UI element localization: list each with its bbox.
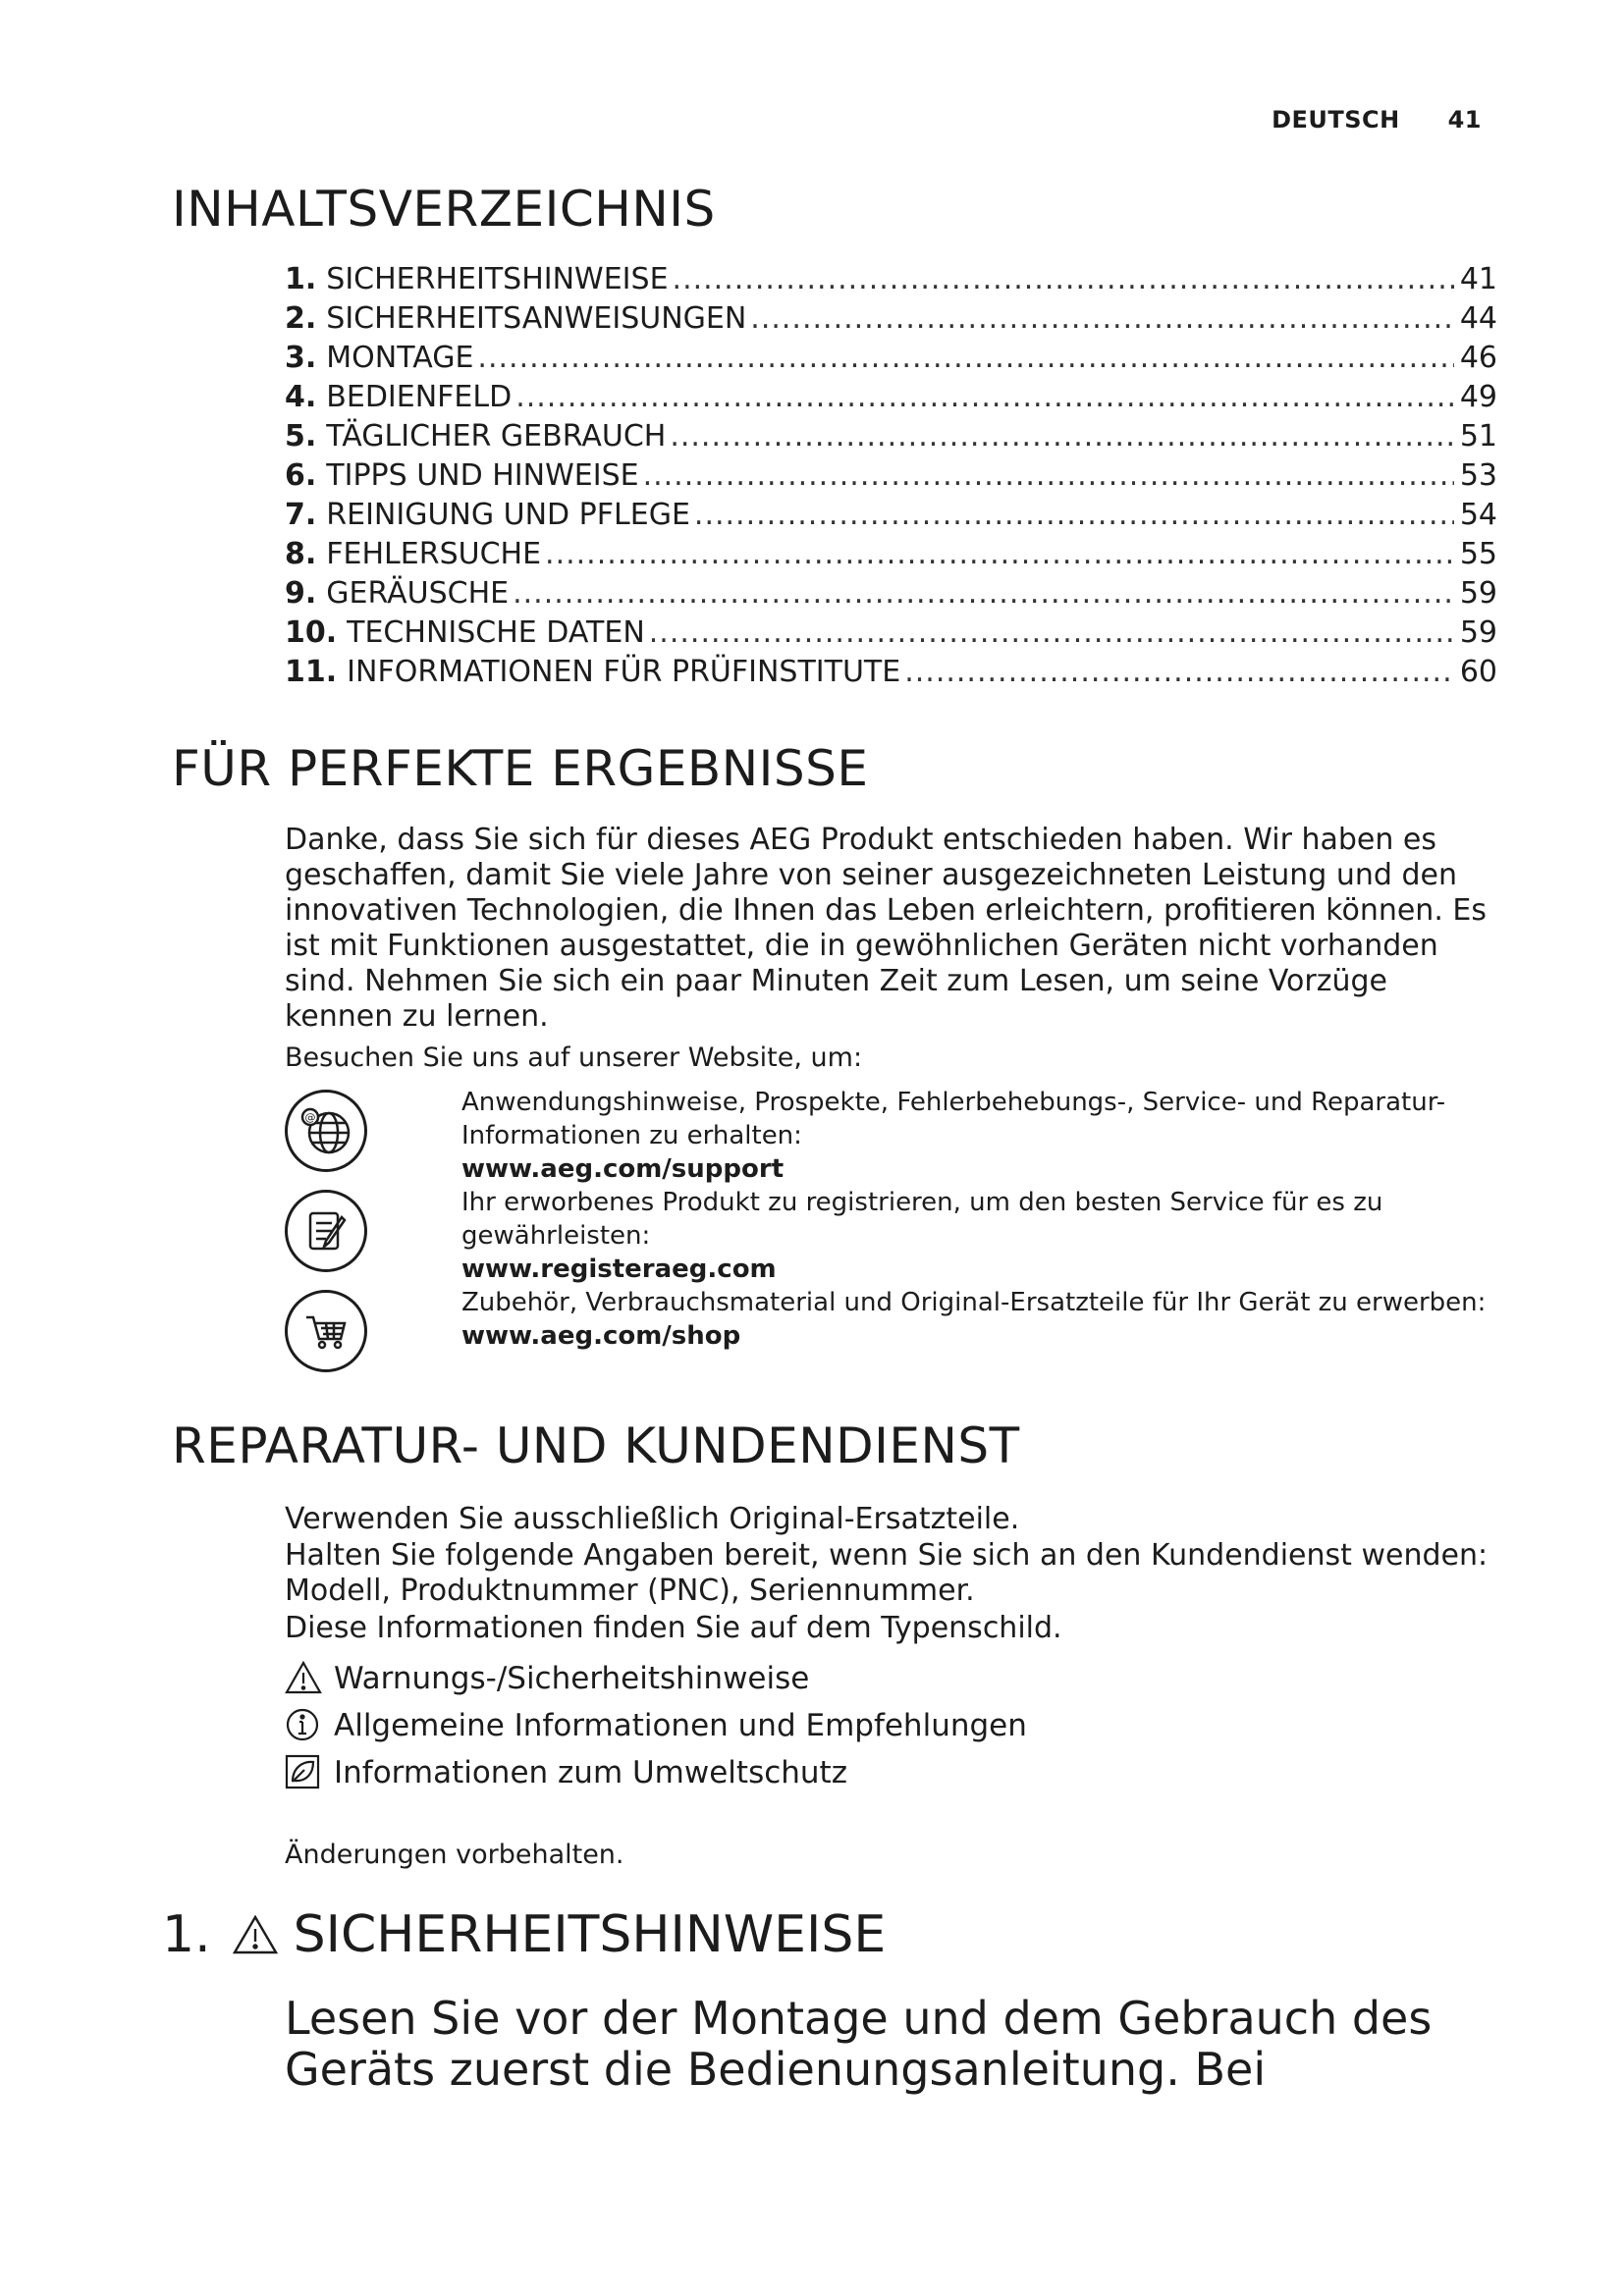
warning-icon — [233, 1914, 278, 1955]
legend-environment-label: Informationen zum Umweltschutz — [334, 1755, 847, 1790]
link-description: Zubehör, Verbrauchsmaterial und Original-Ersatzteile für Ihr Gerät zu erwerben: — [461, 1288, 1487, 1317]
toc-item-label: GERÄUSCHE — [326, 576, 510, 611]
toc-item-page: 60 — [1459, 655, 1497, 689]
toc-item-number: 11. — [285, 655, 338, 689]
register-link[interactable]: www.registeraeg.com — [461, 1255, 777, 1284]
safety-lead: Lesen Sie vor der Montage und dem Gebrauch des Geräts zuerst die Bedienungsanleitung. Bei — [285, 1992, 1433, 2096]
toc-item-number: 4. — [285, 380, 317, 414]
register-icon — [285, 1190, 367, 1272]
toc-item-number: 8. — [285, 537, 317, 571]
toc-item[interactable] — [285, 378, 1497, 417]
info-icon — [285, 1707, 322, 1744]
toc-item-page: 59 — [1459, 576, 1497, 611]
toc-item-number: 7. — [285, 498, 317, 532]
toc-item-page: 51 — [1459, 419, 1497, 454]
toc-item-page: 53 — [1459, 458, 1497, 493]
link-description: Anwendungshinweise, Prospekte, Fehlerbehebungs-, Service- und Reparatur-Informationen zu erhalten: — [461, 1088, 1446, 1150]
globe-icon — [285, 1090, 367, 1172]
toc-item-number: 3. — [285, 341, 317, 375]
toc-leader — [513, 574, 1454, 614]
toc-item[interactable] — [285, 260, 1497, 299]
toc-leader — [477, 339, 1454, 378]
results-intro: Danke, dass Sie sich für dieses AEG Produkt entschieden haben. Wir haben es geschaffen, damit Sie viele Jahre von seiner ausgezeichneten Leistung und den innovativen Technologien, die Ihnen das Leben erleichtern, profitieren können. Es ist mit Funktionen ausgestattet, die in gewöhnlichen Geräten nicht vorhanden sind. Nehmen Sie sich ein paar Minuten Zeit zum Lesen, um seine Vorzüge kennen zu lernen. — [285, 823, 1487, 1034]
toc-item-label: TÄGLICHER GEBRAUCH — [326, 419, 667, 454]
toc-item-label: SICHERHEITSHINWEISE — [326, 262, 669, 296]
toc-title: INHALTSVERZEICHNIS — [172, 181, 716, 238]
toc-item-number: 5. — [285, 419, 317, 454]
toc-leader — [750, 299, 1454, 339]
toc-leader — [904, 653, 1454, 692]
link-description: Ihr erworbenes Produkt zu registrieren, um den besten Service für es zu gewährleisten: — [461, 1188, 1383, 1251]
toc-item-label: BEDIENFELD — [326, 380, 513, 414]
support-link[interactable]: www.aeg.com/support — [461, 1154, 785, 1184]
link-shop-text — [461, 1286, 1492, 1353]
service-line-2: Halten Sie folgende Angaben bereit, wenn Sie sich an den Kundendienst wenden: Modell, Produktnummer (PNC), Seriennummer. — [285, 1538, 1489, 1608]
service-line-1: Verwenden Sie ausschließlich Original-Ersatzteile. — [285, 1502, 1020, 1536]
link-support-text — [461, 1086, 1492, 1186]
page-number: 41 — [1447, 106, 1482, 133]
svg-text:@: @ — [304, 1111, 316, 1124]
legend-warning-label: Warnungs-/Sicherheitshinweise — [334, 1661, 810, 1696]
service-title: REPARATUR- UND KUNDENDIENST — [172, 1417, 1020, 1474]
results-title: FÜR PERFEKTE ERGEBNISSE — [172, 740, 869, 797]
toc-leader — [673, 260, 1454, 299]
toc-item-number: 2. — [285, 301, 317, 336]
toc-item-label: TECHNISCHE DATEN — [347, 615, 645, 650]
link-register-text — [461, 1186, 1492, 1286]
toc-item-number: 1. — [285, 262, 317, 296]
toc-item-page: 46 — [1459, 341, 1497, 375]
toc-item-label: INFORMATIONEN FÜR PRÜFINSTITUTE — [347, 655, 901, 689]
change-note: Änderungen vorbehalten. — [285, 1840, 624, 1870]
toc-item[interactable] — [285, 496, 1497, 535]
toc-item-label: FEHLERSUCHE — [326, 537, 542, 571]
legend-warning — [285, 1659, 809, 1698]
toc-item-label: REINIGUNG UND PFLEGE — [326, 498, 690, 532]
toc-item[interactable] — [285, 574, 1497, 614]
table-of-contents — [285, 260, 1497, 692]
toc-item[interactable] — [285, 614, 1497, 653]
toc-item-page: 55 — [1459, 537, 1497, 571]
cart-icon — [285, 1290, 367, 1372]
page-header — [1272, 106, 1482, 133]
toc-item[interactable] — [285, 299, 1497, 339]
toc-item-label: MONTAGE — [326, 341, 474, 375]
leaf-icon — [285, 1754, 322, 1791]
shop-link[interactable]: www.aeg.com/shop — [461, 1321, 741, 1351]
toc-leader — [643, 456, 1454, 496]
legend-info — [285, 1706, 1027, 1745]
safety-section-number: 1. — [162, 1905, 211, 1964]
toc-leader — [545, 535, 1454, 574]
legend-environment — [285, 1753, 847, 1792]
toc-item-number: 9. — [285, 576, 317, 611]
legend-info-label: Allgemeine Informationen und Empfehlungen — [334, 1708, 1027, 1743]
toc-item-page: 41 — [1459, 262, 1497, 296]
toc-leader — [515, 378, 1454, 417]
toc-leader — [670, 417, 1454, 456]
toc-item-number: 10. — [285, 615, 338, 650]
toc-item-page: 59 — [1459, 615, 1497, 650]
toc-item-page: 49 — [1459, 380, 1497, 414]
safety-heading — [162, 1905, 887, 1964]
toc-item[interactable] — [285, 456, 1497, 496]
toc-leader — [694, 496, 1454, 535]
toc-item-number: 6. — [285, 458, 317, 493]
safety-title: SICHERHEITSHINWEISE — [293, 1905, 887, 1964]
toc-item-label: SICHERHEITSANWEISUNGEN — [326, 301, 747, 336]
toc-leader — [649, 614, 1454, 653]
toc-item[interactable] — [285, 339, 1497, 378]
toc-item-label: TIPPS UND HINWEISE — [326, 458, 639, 493]
service-line-3: Diese Informationen finden Sie auf dem Typenschild. — [285, 1611, 1062, 1645]
toc-item[interactable] — [285, 535, 1497, 574]
language-label: DEUTSCH — [1272, 106, 1400, 133]
toc-item[interactable] — [285, 653, 1497, 692]
toc-item[interactable] — [285, 417, 1497, 456]
results-visit: Besuchen Sie uns auf unserer Website, um: — [285, 1042, 863, 1073]
toc-item-page: 44 — [1459, 301, 1497, 336]
warning-icon — [285, 1660, 322, 1697]
toc-item-page: 54 — [1459, 498, 1497, 532]
